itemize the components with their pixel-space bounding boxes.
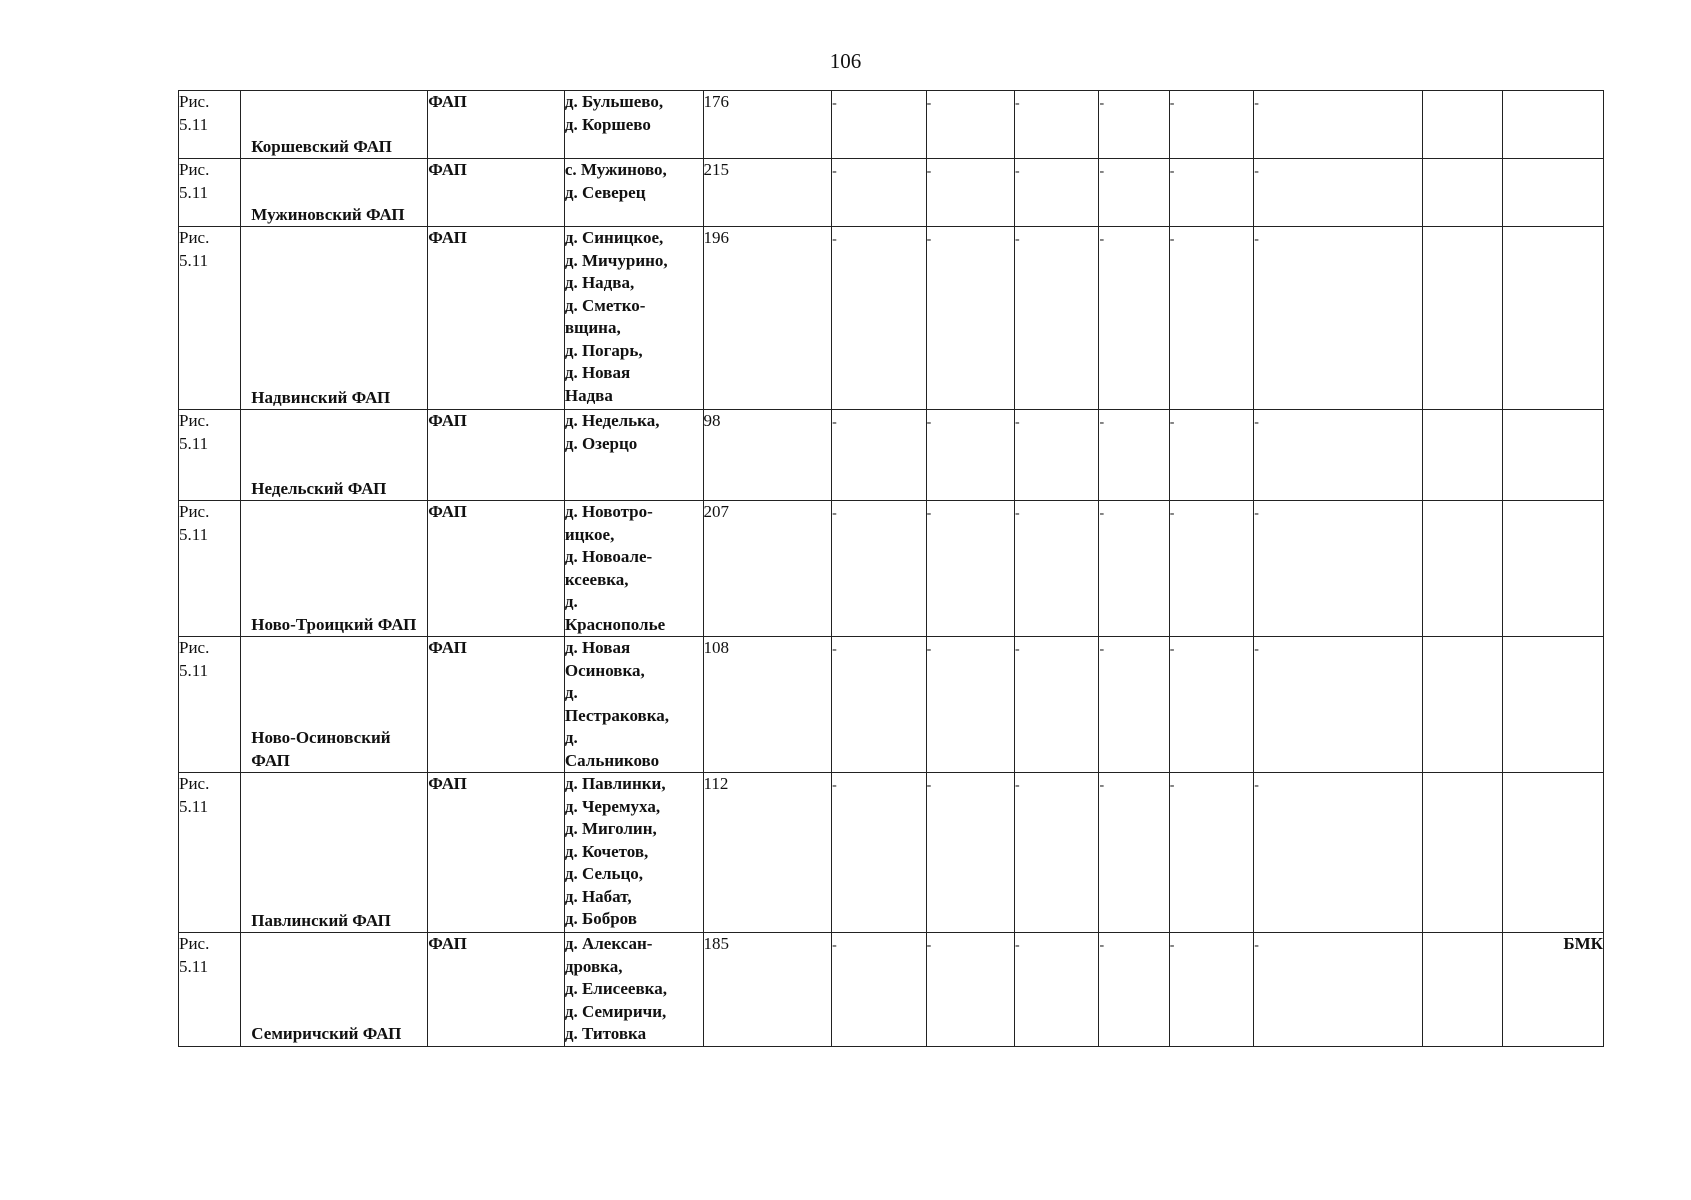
table-row <box>179 501 1604 637</box>
facility-type: ФАП <box>428 773 565 933</box>
dash-mark: - <box>1169 642 1175 657</box>
empty-value-cell <box>1015 91 1099 159</box>
village-line: д. Синицкое, <box>564 228 664 247</box>
figure-ref-cell <box>179 159 241 227</box>
empty-value-cell <box>1254 773 1423 933</box>
figure-ref-line: 5.11 <box>179 956 209 976</box>
dash-mark: - <box>1015 164 1020 179</box>
table-row <box>179 637 1604 773</box>
note-cell <box>1503 637 1604 773</box>
empty-value-cell <box>1254 227 1423 410</box>
dash-mark: - <box>1099 506 1105 521</box>
blank-cell <box>1423 227 1503 410</box>
dash-mark: - <box>1015 938 1020 953</box>
dash-mark: - <box>1099 164 1105 179</box>
village-line: д. Погарь, <box>564 340 643 360</box>
empty-value-cell <box>1169 501 1253 637</box>
figure-ref-line: 5.11 <box>179 250 209 270</box>
empty-value-cell <box>926 159 1014 227</box>
table-row <box>179 773 1604 933</box>
figure-ref-line: 5.11 <box>179 433 209 453</box>
empty-value-cell <box>832 227 926 410</box>
dash-mark: - <box>1015 642 1020 657</box>
facility-name-cell <box>241 501 428 637</box>
facility-type: ФАП <box>428 637 565 773</box>
villages-cell <box>564 410 703 501</box>
figure-ref-line: Рис. <box>179 638 210 657</box>
dash-mark: - <box>1169 938 1175 953</box>
empty-value-cell <box>832 159 926 227</box>
villages-cell <box>564 227 703 410</box>
village-line: д. Семиричи, <box>564 1001 667 1021</box>
dash-mark: - <box>926 415 932 430</box>
note-cell <box>1503 501 1604 637</box>
village-line: ксеевка, <box>564 569 629 589</box>
empty-value-cell <box>926 410 1014 501</box>
dash-mark: - <box>1169 415 1175 430</box>
village-line: д. Павлинки, <box>564 774 666 793</box>
village-line: д. Озерцо <box>564 433 638 453</box>
empty-value-cell <box>1015 773 1099 933</box>
village-line: д. Неделька, <box>564 411 660 430</box>
villages-cell <box>564 773 703 933</box>
dash-mark: - <box>1169 96 1175 111</box>
facility-name: Ново-Осиновский ФАП <box>251 728 391 770</box>
dash-mark: - <box>832 96 837 111</box>
facility-name-cell <box>241 159 428 227</box>
empty-value-cell <box>1015 159 1099 227</box>
dash-mark: - <box>1254 164 1259 179</box>
empty-value-cell <box>1169 933 1253 1047</box>
empty-value-cell <box>926 227 1014 410</box>
village-line: д. Надва, <box>564 273 635 292</box>
empty-value-cell <box>1099 410 1169 501</box>
table-row <box>179 91 1604 159</box>
facility-type: ФАП <box>428 933 565 1047</box>
figure-ref-cell <box>179 410 241 501</box>
empty-value-cell <box>1099 159 1169 227</box>
empty-value-cell <box>1099 933 1169 1047</box>
figure-ref-line: Рис. <box>179 774 210 793</box>
dash-mark: - <box>832 232 837 247</box>
dash-mark: - <box>1099 232 1105 247</box>
figure-ref-line: Рис. <box>179 92 210 111</box>
village-line: д. Миголин, <box>564 819 657 838</box>
empty-value-cell <box>832 637 926 773</box>
empty-value-cell <box>832 91 926 159</box>
empty-value-cell <box>832 410 926 501</box>
empty-value-cell <box>1015 933 1099 1047</box>
dash-mark: - <box>1169 164 1175 179</box>
figure-ref-cell <box>179 91 241 159</box>
dash-mark: - <box>1015 96 1020 111</box>
figure-ref-cell <box>179 501 241 637</box>
table-row <box>179 159 1604 227</box>
village-line: д. Елисеевка, <box>564 979 667 998</box>
empty-value-cell <box>1099 501 1169 637</box>
blank-cell <box>1423 501 1503 637</box>
facility-name-cell <box>241 227 428 410</box>
empty-value-cell <box>832 933 926 1047</box>
empty-value-cell <box>926 501 1014 637</box>
village-line: д. <box>564 683 578 702</box>
facility-name: Надвинский ФАП <box>251 387 391 407</box>
village-line: Сальниково <box>564 750 660 770</box>
villages-cell <box>564 637 703 773</box>
figure-ref-line: 5.11 <box>179 114 209 134</box>
village-line: д. Новая <box>564 363 631 382</box>
empty-value-cell <box>1099 227 1169 410</box>
dash-mark: - <box>832 938 837 953</box>
dash-mark: - <box>1099 778 1105 793</box>
facility-type: ФАП <box>428 501 565 637</box>
empty-value-cell <box>1099 91 1169 159</box>
dash-mark: - <box>832 164 837 179</box>
facility-type: ФАП <box>428 410 565 501</box>
table-body <box>179 91 1604 1047</box>
village-line: Надва <box>564 385 613 405</box>
empty-value-cell <box>832 773 926 933</box>
village-line: д. <box>564 592 578 611</box>
empty-value-cell <box>1169 159 1253 227</box>
village-line: д. Черемуха, <box>564 796 661 816</box>
dash-mark: - <box>1254 778 1259 793</box>
blank-cell <box>1423 773 1503 933</box>
note-cell <box>1503 227 1604 410</box>
village-line: ицкое, <box>564 524 615 544</box>
village-line: дровка, <box>564 956 623 976</box>
dash-mark: - <box>1099 96 1105 111</box>
figure-ref-cell <box>179 227 241 410</box>
villages-cell <box>564 91 703 159</box>
facility-name: Мужиновский ФАП <box>251 204 405 224</box>
empty-value-cell <box>1099 773 1169 933</box>
village-line: д. Набат, <box>564 886 632 906</box>
facility-name-cell <box>241 91 428 159</box>
facility-name: Павлинский ФАП <box>251 910 391 930</box>
village-line: д. Новотро- <box>564 502 653 521</box>
dash-mark: - <box>926 642 932 657</box>
figure-ref-line: Рис. <box>179 411 210 430</box>
dash-mark: - <box>926 96 932 111</box>
blank-cell <box>1423 410 1503 501</box>
empty-value-cell <box>1169 637 1253 773</box>
empty-value-cell <box>1169 91 1253 159</box>
figure-ref-line: 5.11 <box>179 796 209 816</box>
figure-ref-line: 5.11 <box>179 182 209 202</box>
empty-value-cell <box>926 637 1014 773</box>
facilities-table <box>178 90 1604 1047</box>
empty-value-cell <box>832 501 926 637</box>
figure-ref-line: 5.11 <box>179 660 209 680</box>
empty-value-cell <box>1169 773 1253 933</box>
population-count: 108 <box>703 637 832 773</box>
facility-name-cell <box>241 410 428 501</box>
dash-mark: - <box>1099 938 1105 953</box>
villages-cell <box>564 933 703 1047</box>
population-count: 215 <box>703 159 832 227</box>
dash-mark: - <box>926 506 932 521</box>
village-line: с. Мужиново, <box>564 160 667 179</box>
population-count: 207 <box>703 501 832 637</box>
facility-name: Ново-Троицкий ФАП <box>251 614 417 634</box>
dash-mark: - <box>1254 938 1259 953</box>
dash-mark: - <box>1169 506 1175 521</box>
dash-mark: - <box>1254 642 1259 657</box>
dash-mark: - <box>832 642 837 657</box>
dash-mark: - <box>1099 642 1105 657</box>
blank-cell <box>1423 637 1503 773</box>
empty-value-cell <box>1169 410 1253 501</box>
page-number: 106 <box>829 49 862 73</box>
empty-value-cell <box>1254 501 1423 637</box>
dash-mark: - <box>832 506 837 521</box>
village-line: Пестраковка, <box>564 705 670 725</box>
village-line: д. Новоале- <box>564 547 653 566</box>
empty-value-cell <box>1015 227 1099 410</box>
dash-mark: - <box>926 232 932 247</box>
table-row <box>179 933 1604 1047</box>
villages-cell <box>564 159 703 227</box>
empty-value-cell <box>926 933 1014 1047</box>
dash-mark: - <box>926 164 932 179</box>
village-line: вщина, <box>564 318 621 337</box>
table-row <box>179 410 1604 501</box>
blank-cell <box>1423 91 1503 159</box>
dash-mark: - <box>1015 506 1020 521</box>
village-line: Краснополье <box>564 614 666 634</box>
figure-ref-cell <box>179 637 241 773</box>
village-line: д. Бобров <box>564 909 637 928</box>
empty-value-cell <box>926 91 1014 159</box>
figure-ref-line: 5.11 <box>179 524 209 544</box>
note-cell <box>1503 159 1604 227</box>
facility-name: Недельский ФАП <box>251 478 387 498</box>
note-cell <box>1503 91 1604 159</box>
village-line: д. Бульшево, <box>564 92 664 111</box>
empty-value-cell <box>1254 637 1423 773</box>
empty-value-cell <box>1254 410 1423 501</box>
facility-name-cell <box>241 637 428 773</box>
empty-value-cell <box>1169 227 1253 410</box>
dash-mark: - <box>832 415 837 430</box>
empty-value-cell <box>1254 91 1423 159</box>
note-cell: БМК <box>1503 933 1604 1047</box>
village-line: д. Коршево <box>564 114 651 134</box>
dash-mark: - <box>926 938 932 953</box>
empty-value-cell <box>1015 501 1099 637</box>
village-line: д. Северец <box>564 182 646 202</box>
facility-name: Семиричский ФАП <box>251 1024 402 1043</box>
village-line: Осиновка, <box>564 660 645 680</box>
note-cell <box>1503 410 1604 501</box>
empty-value-cell <box>1015 410 1099 501</box>
dash-mark: - <box>1015 232 1020 247</box>
village-line: д. Новая <box>564 638 631 657</box>
facility-type: ФАП <box>428 159 565 227</box>
dash-mark: - <box>1254 506 1259 521</box>
blank-cell <box>1423 159 1503 227</box>
dash-mark: - <box>1254 232 1259 247</box>
figure-ref-line: Рис. <box>179 228 210 247</box>
dash-mark: - <box>1169 778 1175 793</box>
population-count: 98 <box>703 410 832 501</box>
empty-value-cell <box>1254 159 1423 227</box>
population-count: 112 <box>703 773 832 933</box>
villages-cell <box>564 501 703 637</box>
figure-ref-line: Рис. <box>179 934 210 953</box>
note-cell <box>1503 773 1604 933</box>
population-count: 176 <box>703 91 832 159</box>
dash-mark: - <box>1099 415 1105 430</box>
blank-cell <box>1423 933 1503 1047</box>
population-count: 196 <box>703 227 832 410</box>
figure-ref-cell <box>179 933 241 1047</box>
village-line: д. <box>564 728 578 747</box>
dash-mark: - <box>1169 232 1175 247</box>
facility-type: ФАП <box>428 227 565 410</box>
dash-mark: - <box>1015 415 1020 430</box>
facility-name-cell <box>241 933 428 1047</box>
village-line: д. Мичурино, <box>564 250 668 270</box>
empty-value-cell <box>1099 637 1169 773</box>
figure-ref-cell <box>179 773 241 933</box>
dash-mark: - <box>1254 415 1259 430</box>
dash-mark: - <box>1254 96 1259 111</box>
dash-mark: - <box>926 778 932 793</box>
village-line: д. Сметко- <box>564 295 646 315</box>
table-row <box>179 227 1604 410</box>
empty-value-cell <box>926 773 1014 933</box>
village-line: д. Кочетов, <box>564 841 649 861</box>
facility-name: Коршевский ФАП <box>251 136 392 156</box>
village-line: д. Сельцо, <box>564 864 644 883</box>
figure-ref-line: Рис. <box>179 160 210 179</box>
facility-name-cell <box>241 773 428 933</box>
dash-mark: - <box>1015 778 1020 793</box>
empty-value-cell <box>1015 637 1099 773</box>
facility-type: ФАП <box>428 91 565 159</box>
figure-ref-line: Рис. <box>179 502 210 521</box>
village-line: д. Титовка <box>564 1024 647 1043</box>
empty-value-cell <box>1254 933 1423 1047</box>
village-line: д. Алексан- <box>564 934 653 953</box>
population-count: 185 <box>703 933 832 1047</box>
dash-mark: - <box>832 778 837 793</box>
